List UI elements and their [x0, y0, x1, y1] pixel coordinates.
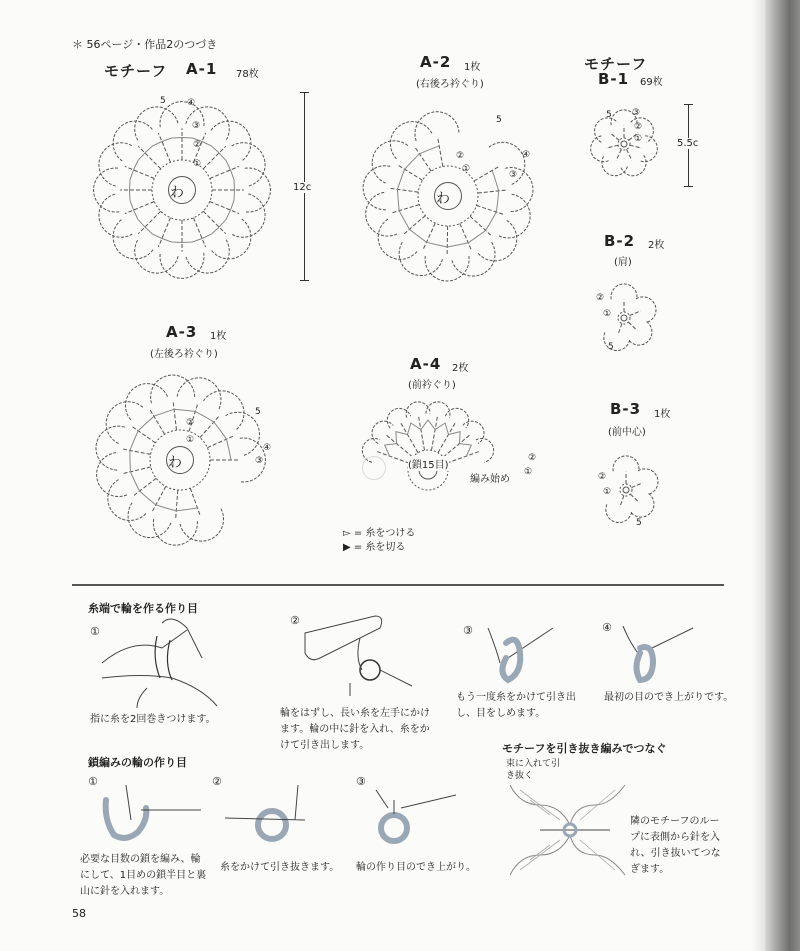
- motif-a3-subtitle: (左後ろ衿ぐり): [150, 349, 218, 360]
- s2-step1-illustration: [96, 780, 206, 850]
- section-chain-ring-title: 鎖編みの輪の作り目: [88, 756, 187, 769]
- s2-step2-number: ②: [212, 775, 222, 788]
- s1-step2-number: ②: [290, 614, 300, 627]
- s1-step4-number: ④: [602, 621, 612, 634]
- motif-b1-round-5: 5: [606, 110, 612, 120]
- motif-b2-count: 2枚: [648, 240, 665, 251]
- motif-a2-round-3: ③: [509, 170, 518, 180]
- motif-b3-round-2: ②: [598, 472, 607, 482]
- motif-b3-round-1: ①: [603, 487, 612, 497]
- s1-step2-caption: 輪をはずし、長い糸を左手にかけます。輪の中に針を入れ、糸をかけて引き出します。: [280, 708, 430, 751]
- motif-a2-round-2: ②: [456, 151, 465, 161]
- motif-a1-round-1: ①: [193, 159, 202, 169]
- s1-step4-illustration: [618, 618, 698, 688]
- motif-a1-round-2: ②: [193, 140, 202, 150]
- motif-a1-round-4: ④: [187, 98, 196, 108]
- motif-a3-round-1: ①: [186, 435, 195, 445]
- motif-a4-subtitle: (前衿ぐり): [408, 380, 456, 391]
- motif-a2-name: A-2: [420, 53, 452, 71]
- motif-a4-round-1: ①: [524, 467, 533, 477]
- motif-b3-diagram-lines: [606, 456, 658, 523]
- motif-a3-round-3: ③: [255, 456, 264, 466]
- s2-step3-caption: 輪の作り目のでき上がり。: [356, 862, 476, 873]
- motif-a2-count: 1枚: [464, 62, 481, 73]
- legend-attach-yarn: ▻ = 糸をつける: [343, 528, 416, 539]
- motif-b3-name: B-3: [610, 400, 642, 418]
- motif-a1-heading: モチーフ: [104, 62, 168, 80]
- motif-b3-round-5: 5: [636, 518, 642, 528]
- motif-a3-round-2: ②: [186, 418, 195, 428]
- motif-b2-round-2: ②: [596, 293, 605, 303]
- s2-step3-number: ③: [356, 775, 366, 788]
- motif-a3-count: 1枚: [210, 331, 227, 342]
- motif-b2-subtitle: (肩): [614, 257, 632, 268]
- section-divider: [72, 584, 724, 586]
- motif-a2-round-4: ④: [522, 150, 531, 160]
- motif-b2-name: B-2: [604, 232, 636, 250]
- s3-joining-illustration: [500, 775, 630, 885]
- motif-b1-size: 5.5c: [677, 138, 699, 149]
- s1-step1-caption: 指に糸を2回巻きつけます。: [90, 714, 216, 725]
- section-yarn-end-ring-title: 糸端で輪を作る作り目: [88, 602, 198, 615]
- continuation-note: ＊ 56ページ・作品2のつづき: [72, 38, 218, 51]
- motif-b3-count: 1枚: [654, 409, 671, 420]
- motif-b3-subtitle: (前中心): [608, 427, 646, 438]
- motif-a1-size: 12c: [293, 182, 312, 193]
- motif-a1-name: A-1: [186, 60, 218, 78]
- page-number: 58: [72, 907, 86, 920]
- s3-pull-through-label: 束に入れて引き抜く: [506, 759, 561, 781]
- s1-step4-caption: 最初の目のでき上がりです。: [604, 692, 734, 703]
- motif-b1-name: B-1: [598, 70, 630, 88]
- motif-a1-round-3: ③: [192, 121, 201, 131]
- motif-a3-round-4: ④: [263, 443, 272, 453]
- motif-a3-center-ring: わ: [168, 455, 182, 471]
- legend-cut-yarn: ▶ = 糸を切る: [343, 542, 406, 553]
- motif-a4-round-2: ②: [528, 453, 537, 463]
- s2-step2-illustration: [220, 780, 330, 850]
- motif-b2-round-5: 5: [608, 342, 614, 352]
- motif-a2-round-5: 5: [496, 115, 502, 125]
- motif-b1-round-1: ①: [634, 134, 643, 144]
- motif-a3-name: A-3: [166, 323, 198, 341]
- s2-step1-caption: 必要な目数の鎖を編み、輪にして、1目めの鎖半目と裏山に針を入れます。: [80, 854, 207, 897]
- s1-step2-illustration: [300, 608, 420, 698]
- motif-a2-subtitle: (右後ろ衿ぐり): [416, 79, 484, 90]
- motif-a2-round-1: ①: [462, 164, 471, 174]
- s1-step3-illustration: [478, 618, 568, 688]
- motif-a1-count: 78枚: [236, 69, 259, 80]
- motif-a1-center-ring: わ: [170, 185, 184, 201]
- motif-b1-round-2: ②: [634, 122, 643, 132]
- s2-step1-number: ①: [88, 775, 98, 788]
- motif-a2-center-ring: わ: [436, 191, 450, 207]
- s2-step3-illustration: [366, 780, 466, 850]
- motif-b2-round-1: ①: [603, 309, 612, 319]
- motif-a4-start-label: 編み始め: [470, 474, 510, 485]
- s2-step2-caption: 糸をかけて引き抜きます。: [220, 862, 340, 873]
- s3-caption: 隣のモチーフのループに表側から針を入れ、引き抜いてつなぎます。: [630, 816, 721, 875]
- motif-a4-name: A-4: [410, 355, 442, 373]
- motif-b1-count: 69枚: [640, 77, 663, 88]
- s1-step1-number: ①: [90, 625, 100, 638]
- motif-b1-heading: モチーフ: [584, 55, 648, 73]
- motif-b1-round-3: ③: [632, 108, 641, 118]
- section-join-motifs-title: モチーフを引き抜き編みでつなぐ: [502, 742, 667, 755]
- motif-a3-round-5: 5: [255, 407, 261, 417]
- motif-a4-chain-count: (鎖15目): [408, 456, 449, 471]
- s1-step3-number: ③: [463, 624, 473, 637]
- motif-a4-count: 2枚: [452, 363, 469, 374]
- s1-step1-illustration: [92, 618, 232, 708]
- motif-a1-round-5: 5: [160, 96, 166, 106]
- s1-step3-caption: もう一度糸をかけて引き出し、目をしめます。: [456, 692, 576, 719]
